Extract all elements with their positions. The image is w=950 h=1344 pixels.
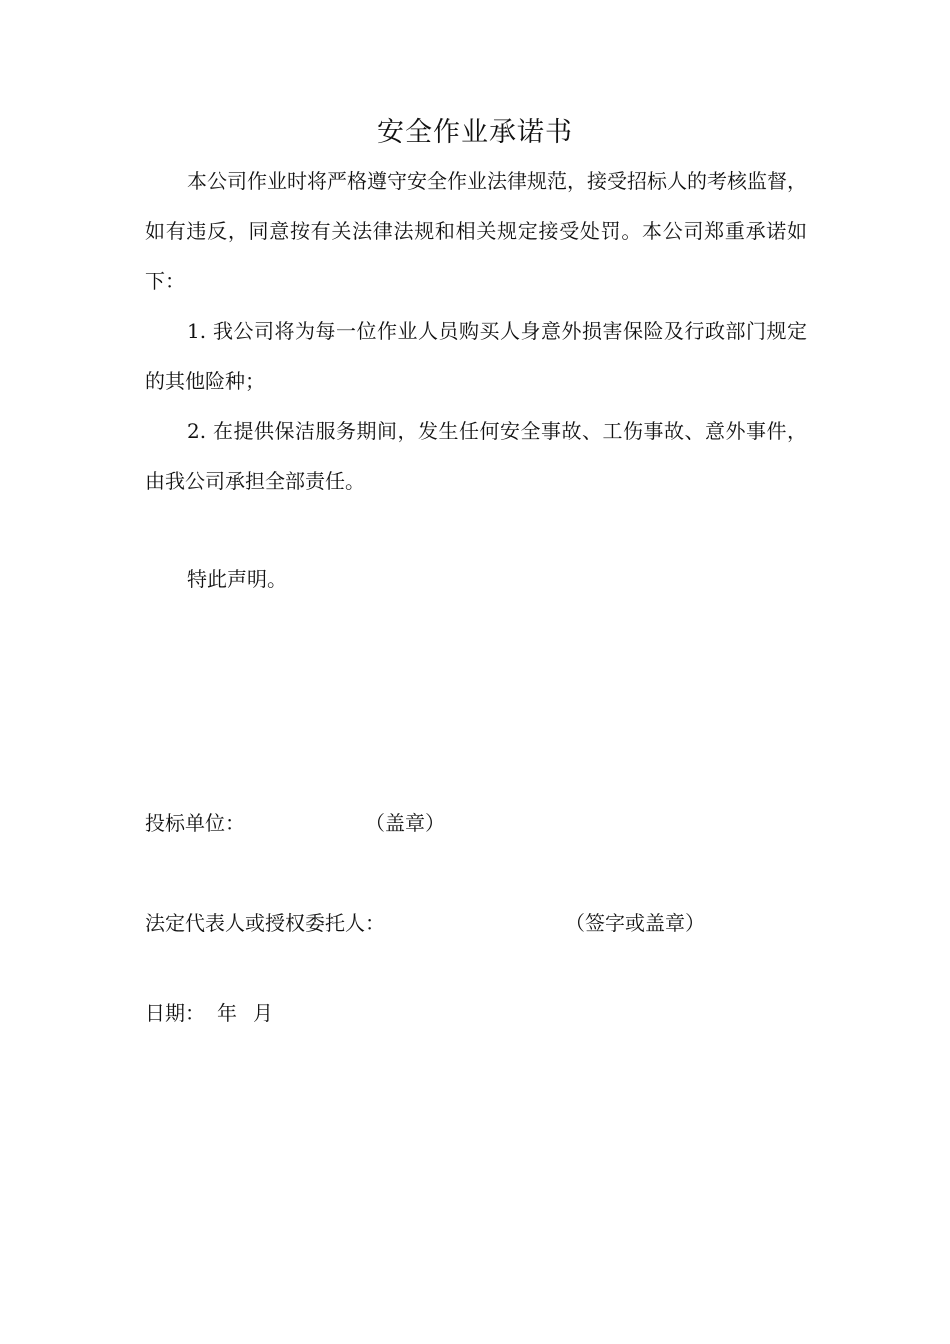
- declaration-line: 特此声明。: [187, 567, 287, 591]
- bidder-seal-note: （盖章）: [365, 811, 445, 835]
- date-label: 日期：: [145, 1001, 205, 1025]
- bidder-label: 投标单位：: [145, 811, 245, 835]
- intro-paragraph: 本公司作业时将严格遵守安全作业法律规范，接受招标人的考核监督，如有违反，同意按有关法律法规和相关规定接受处罚。本公司郑重承诺如下：: [145, 169, 807, 293]
- document-title: 安全作业承诺书: [377, 117, 573, 148]
- representative-sign-note: （签字或盖章）: [565, 911, 705, 935]
- commitment-item-2: 2. 在提供保洁服务期间，发生任何安全事故、工伤事故、意外事件，由我公司承担全部责任。: [145, 419, 807, 493]
- date-month-label: 月: [253, 1001, 273, 1025]
- representative-label: 法定代表人或授权委托人：: [145, 911, 385, 935]
- commitment-item-1: 1. 我公司将为每一位作业人员购买人身意外损害保险及行政部门规定的其他险种；: [145, 319, 807, 393]
- date-year-label: 年: [217, 1001, 237, 1025]
